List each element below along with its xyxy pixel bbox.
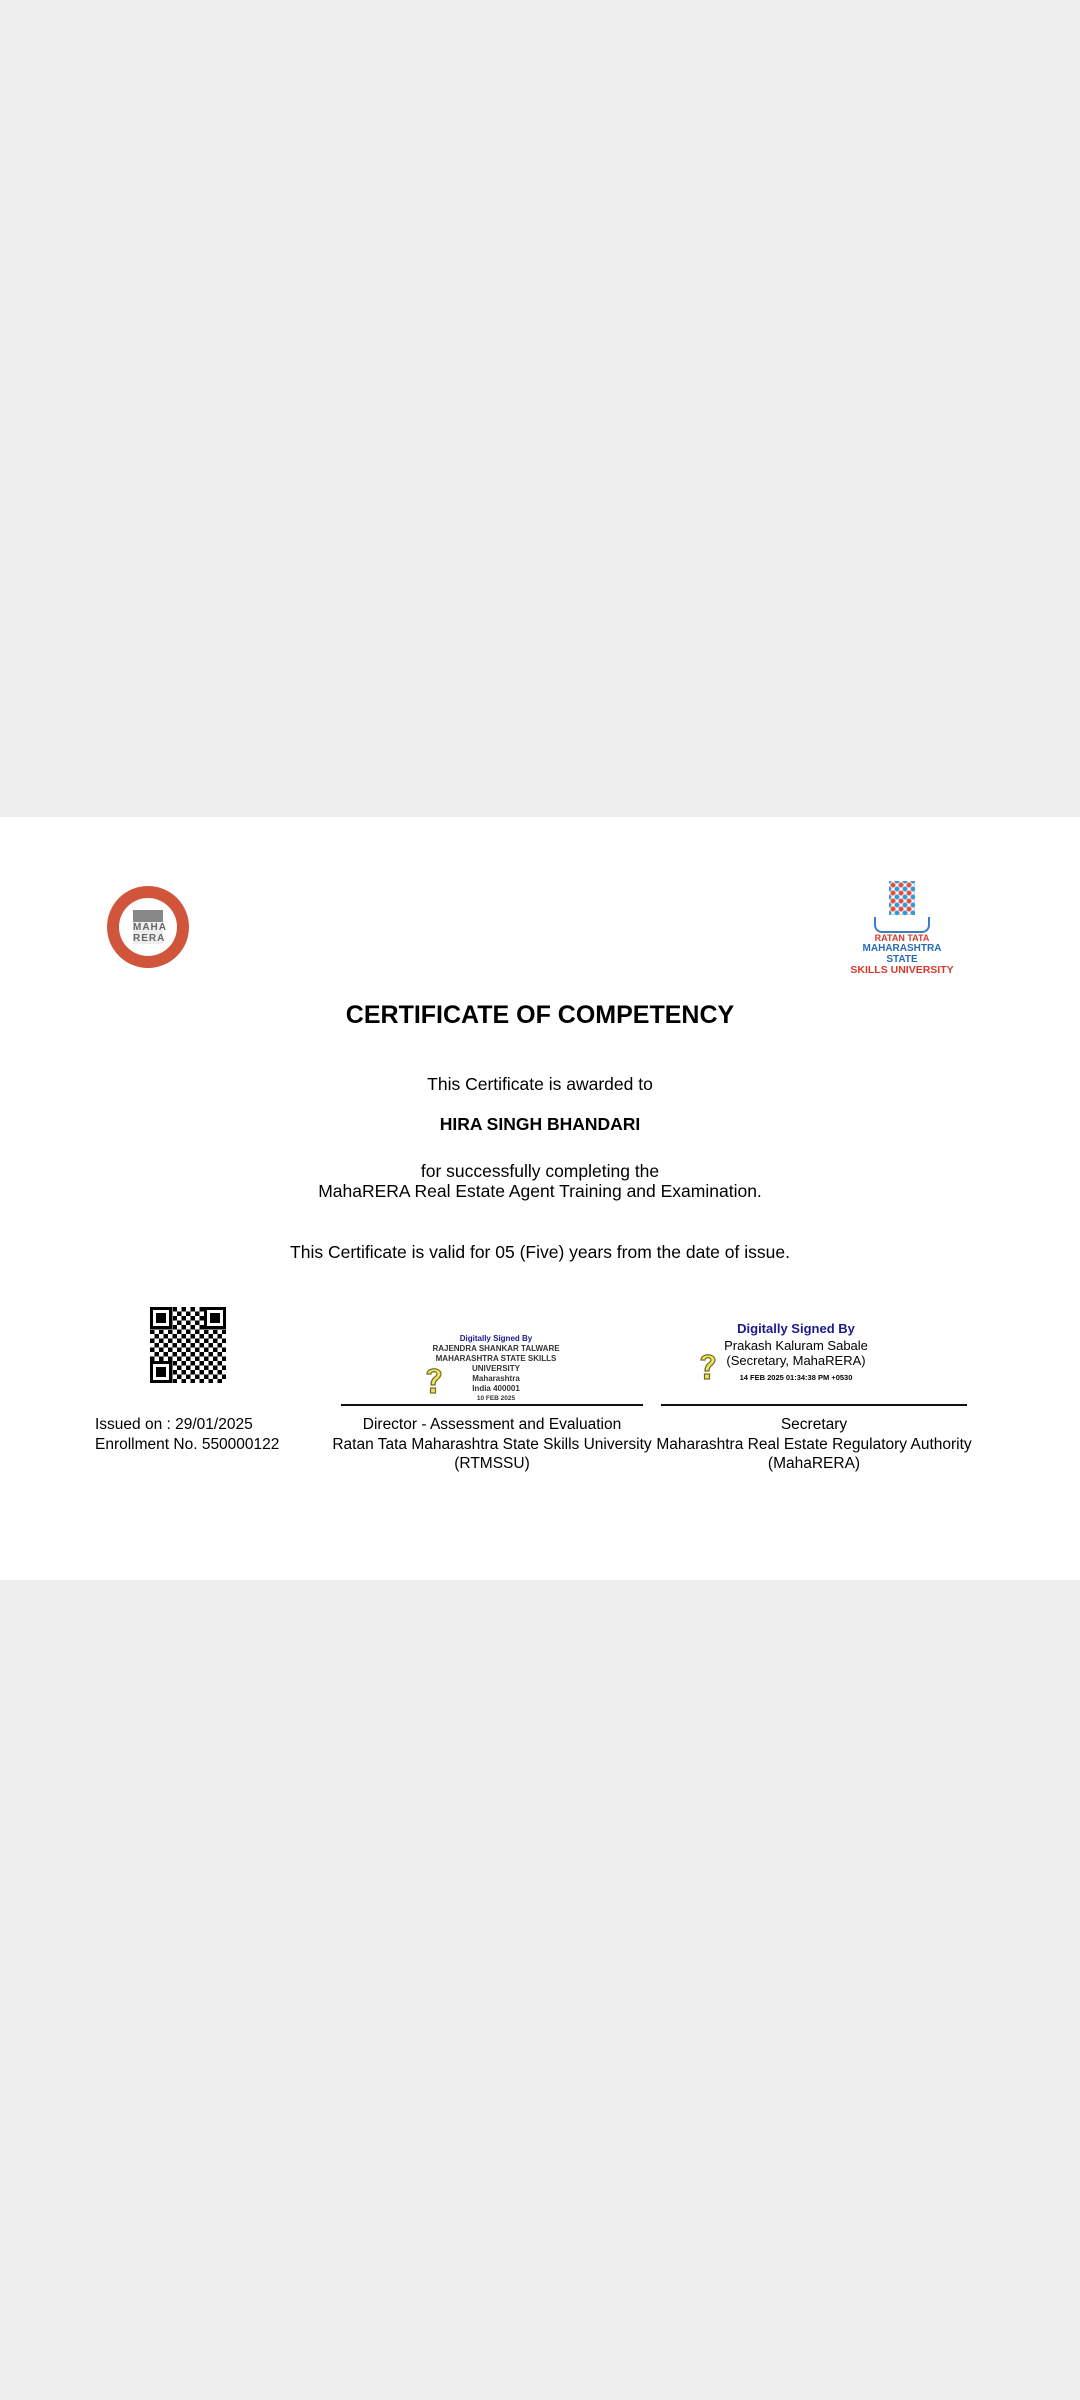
issued-on: Issued on : 29/01/2025 xyxy=(95,1416,253,1433)
signature1-heading: Digitally Signed By xyxy=(459,1334,533,1343)
enrollment-number: Enrollment No. 550000122 xyxy=(95,1435,280,1453)
signature2-line xyxy=(661,1404,967,1406)
signature2-abbr: (MahaRERA) xyxy=(767,1455,861,1472)
signature1-state: Maharashtra xyxy=(472,1374,520,1383)
book-icon xyxy=(874,917,930,933)
digital-signature-2 xyxy=(696,1321,896,1385)
awarded-to-text: This Certificate is awarded to xyxy=(427,1074,653,1094)
validity-text: This Certificate is valid for 05 (Five) years from the date of issue. xyxy=(290,1242,790,1262)
signature-unverified-icon xyxy=(698,1351,718,1383)
logo-line3: SKILLS UNIVERSITY xyxy=(850,964,954,976)
rtmssu-logo xyxy=(846,881,958,976)
signature1-org: Ratan Tata Maharashtra State Skills University xyxy=(332,1435,652,1453)
signature2-heading: Digitally Signed By xyxy=(737,1321,855,1336)
signature1-name: RAJENDRA SHANKAR TALWARE xyxy=(432,1344,560,1353)
maharera-logo xyxy=(107,886,189,968)
recipient-name: HIRA SINGH BHANDARI xyxy=(439,1114,641,1134)
signature1-country: India 400001 xyxy=(472,1384,520,1393)
maharera-logo-mark: MAHA RERA xyxy=(133,910,163,944)
logo-line2: MAHARASHTRA STATE xyxy=(862,943,942,965)
tree-icon xyxy=(889,881,915,915)
completion-line-2: MahaRERA Real Estate Agent Training and Examination. xyxy=(318,1181,762,1201)
signature1-org2: UNIVERSITY xyxy=(471,1364,520,1373)
signature2-title: Secretary xyxy=(780,1416,848,1433)
signature1-date: 10 FEB 2025 xyxy=(476,1395,516,1402)
signature2-role: (Secretary, MahaRERA) xyxy=(726,1353,866,1368)
signature2-name: Prakash Kaluram Sabale xyxy=(724,1338,868,1353)
signature1-org1: MAHARASHTRA STATE SKILLS xyxy=(435,1354,557,1363)
signature1-line xyxy=(341,1404,643,1406)
qr-code[interactable] xyxy=(150,1307,226,1383)
certificate-title: CERTIFICATE OF COMPETENCY xyxy=(345,1001,735,1029)
signature1-abbr: (RTMSSU) xyxy=(454,1455,530,1472)
signature2-org: Maharashtra Real Estate Regulatory Authority xyxy=(656,1435,972,1453)
certificate-page xyxy=(0,817,1080,1580)
completion-line-1: for successfully completing the xyxy=(420,1161,660,1181)
signature2-date: 14 FEB 2025 01:34:38 PM +0530 xyxy=(739,1373,853,1382)
signature1-title: Director - Assessment and Evaluation xyxy=(362,1416,622,1433)
logo-line1: RATAN TATA xyxy=(874,933,930,943)
signature-unverified-icon xyxy=(424,1365,444,1397)
